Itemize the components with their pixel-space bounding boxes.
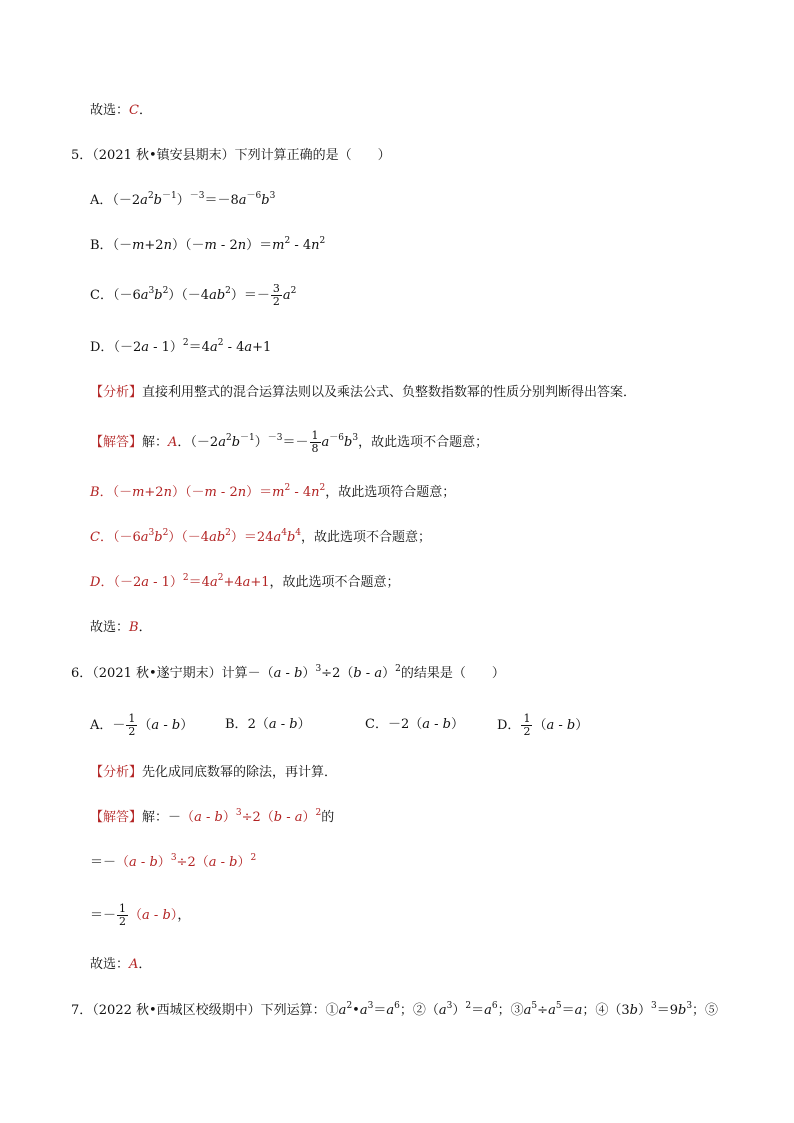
q6-analysis: 【分析】先化成同底数幂的除法，再计算． xyxy=(90,765,338,780)
prev-answer-value: C xyxy=(129,103,139,118)
q6-stem: 6．（2021 秋•遂宁期末）计算－（a - b）$^3$÷2（b - a）$^2$的结果是（ ） xyxy=(71,664,505,681)
q7-stem: 7．（2022 秋•西城区校级期中）下列运算：$①a^2•a^3=a^6$；$②(a^3)^2=a^6$；$③a^5\div a^5=a$；$④(3b)^3=9b^3$；⑤ xyxy=(71,1001,719,1018)
q6-option-c: C．－2（a - b） xyxy=(365,717,465,732)
q5-solution-b: B．$(-m+2n)(-m - 2n)=m^2 - 4n^2$，故此选项符合题意； xyxy=(90,483,456,500)
q6-option-d: D． $\frac{1}{2}$ （a - b） xyxy=(497,712,589,738)
q5-option-d: D．$(-2a - 1)^2=4a^2 - 4a+1$ xyxy=(90,338,272,355)
q6-solution-line2: ＝－（a - b）$^3$÷2（a - b）$^2$ xyxy=(90,853,257,870)
q5-option-a: A．$(-2a^2b^{-1})^{-3}=-8a^{-6}b^3$ xyxy=(90,191,276,208)
q6-solution-line3: ＝－ $\frac{1}{2}$ （a - b）， xyxy=(90,902,191,928)
q5-solution-d: D．$(-2a - 1)^2=4a^2+4a+1$，故此选项不合题意； xyxy=(90,573,400,590)
q6-solution-line1: 【解答】解：－（a - b）$^3$÷2（b - a）$^2$的 xyxy=(90,808,335,825)
q5-solution-c: C．$(-6a^3b^2)(-4ab^2)=24a^4b^4$，故此选项不合题意； xyxy=(90,528,432,545)
q6-option-b: B．2（a - b） xyxy=(225,717,311,732)
q6-option-a: A．－ $\frac{1}{2}$ （a - b） xyxy=(90,712,194,738)
q5-option-c: C．$(-6a^3b^2)(-4ab^2)=-$ $\frac{3}{2}$ $a^2$ xyxy=(90,282,297,308)
q5-answer: 故选：B． xyxy=(90,620,152,635)
prev-answer-line: 故选：C． xyxy=(90,103,152,118)
q6-answer: 故选：A． xyxy=(90,957,152,972)
q5-option-b: B．$(-m+2n)(-m - 2n)=m^2 - 4n^2$ xyxy=(90,236,326,253)
q5-analysis: 【分析】直接利用整式的混合运算法则以及乘法公式、负整数指数幂的性质分别判断得出答案． xyxy=(90,385,637,400)
q5-solution-a: 【解答】解：A．$(-2a^2b^{-1})^{-3}=-$ $\frac{1}{8}$ $a^{-6}b^3$，故此选项不合题意； xyxy=(90,429,489,455)
q5-stem: 5．（2021 秋•镇安县期末）下列计算正确的是（ ） xyxy=(71,148,391,163)
